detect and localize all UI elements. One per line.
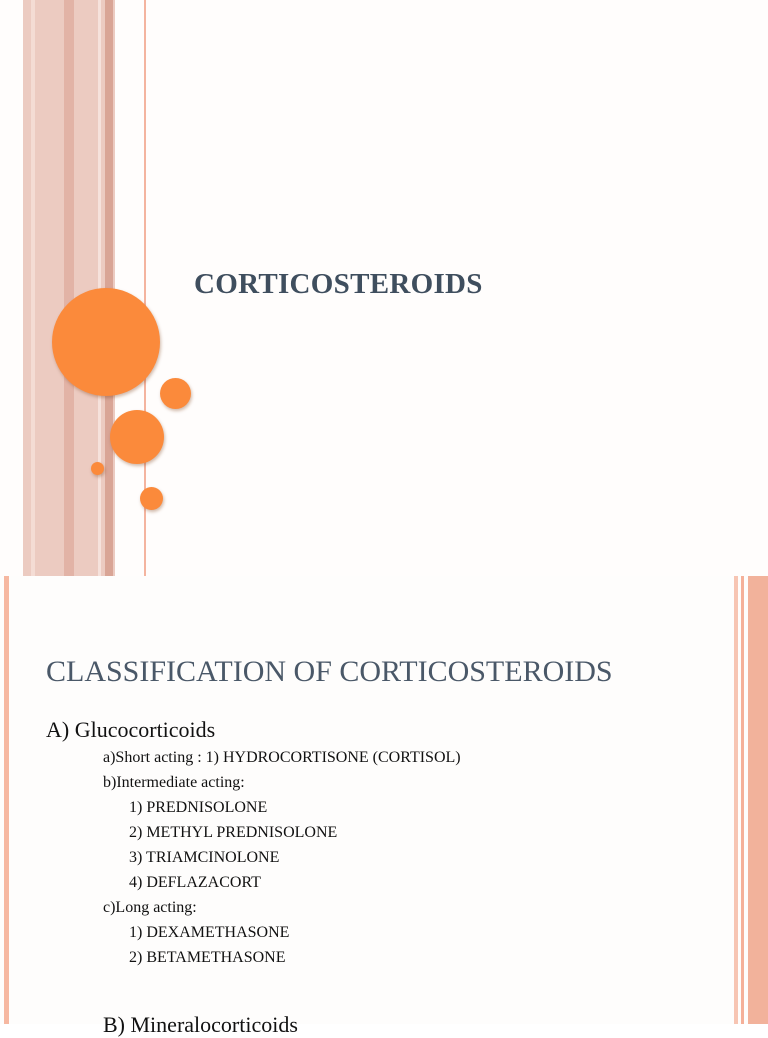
list-item: 3) TRIAMCINOLONE [129, 849, 280, 866]
section-heading: A) Glucocorticoids [46, 717, 216, 742]
slide-title: CORTICOSTEROIDS [194, 268, 483, 300]
list-item: 2) METHYL PREDNISOLONE [129, 824, 338, 841]
list-item: 1) PREDNISOLONE [129, 799, 268, 816]
decorative-circle [91, 462, 104, 475]
decorative-stripe [4, 576, 9, 1024]
classification-slide [0, 576, 768, 1037]
decorative-stripe [31, 0, 35, 576]
decorative-stripe [64, 0, 74, 576]
decorative-circle [52, 288, 160, 396]
decorative-circle [160, 378, 191, 409]
list-item: a)Short acting : 1) HYDROCORTISONE (CORTISOL) [103, 749, 461, 766]
section-heading: B) Mineralocorticoids [103, 1012, 298, 1037]
decorative-circle [140, 487, 163, 510]
list-item: 4) DEFLAZACORT [129, 874, 261, 891]
list-item: b)Intermediate acting: [103, 774, 245, 791]
decorative-circle [110, 410, 164, 464]
list-item: 2) BETAMETHASONE [129, 949, 286, 966]
decorative-stripe [748, 576, 768, 1024]
list-item: c)Long acting: [103, 899, 197, 916]
decorative-stripe [741, 576, 744, 1024]
slide-title: CLASSIFICATION OF CORTICOSTEROIDS [46, 655, 613, 688]
decorative-stripe [734, 576, 738, 1024]
list-item: 1) DEXAMETHASONE [129, 924, 290, 941]
